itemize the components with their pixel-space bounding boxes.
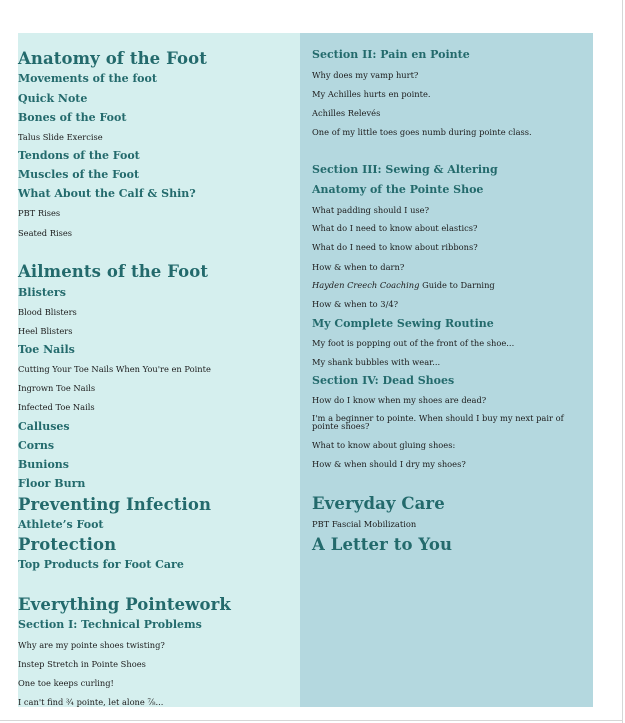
toc-entry[interactable]: PBT Rises	[18, 208, 61, 218]
toc-heading[interactable]: A Letter to You	[312, 535, 453, 554]
toc-entry[interactable]: My Achilles hurts en pointe.	[312, 89, 431, 99]
toc-entry[interactable]: What to know about gluing shoes:	[312, 440, 456, 450]
toc-subheading[interactable]: Blisters	[18, 286, 66, 299]
page-edge-right	[622, 0, 623, 723]
page-edge-bottom	[0, 720, 623, 721]
toc-subheading[interactable]: Calluses	[18, 420, 70, 433]
toc-entry[interactable]: What padding should I use?	[312, 205, 430, 215]
toc-subheading[interactable]: Section I: Technical Problems	[18, 618, 202, 631]
toc-subheading[interactable]: Quick Note	[18, 92, 88, 105]
toc-entry[interactable]: Why are my pointe shoes twisting?	[18, 640, 165, 650]
toc-entry[interactable]: One toe keeps curling!	[18, 678, 114, 688]
toc-entry[interactable]: How do I know when my shoes are dead?	[312, 395, 487, 405]
toc-subheading[interactable]: Tendons of the Foot	[18, 149, 140, 162]
toc-subheading[interactable]: Athlete’s Foot	[18, 518, 104, 531]
left-toc-column	[18, 33, 300, 707]
coaching-name: Hayden Creech Coaching	[312, 280, 420, 290]
toc-subheading[interactable]: Floor Burn	[18, 477, 86, 490]
toc-entry[interactable]: I can't find ¾ pointe, let alone ⅞...	[18, 697, 164, 707]
toc-entry[interactable]: Seated Rises	[18, 228, 73, 238]
toc-entry[interactable]: Infected Toe Nails	[18, 402, 95, 412]
right-toc-column	[300, 33, 593, 707]
toc-heading[interactable]: Everything Pointework	[18, 595, 231, 614]
toc-subheading[interactable]: Toe Nails	[18, 343, 75, 356]
toc-heading[interactable]: Anatomy of the Foot	[18, 49, 207, 68]
toc-entry[interactable]: Ingrown Toe Nails	[18, 383, 96, 393]
toc-entry-rest: Guide to Darning	[419, 280, 495, 290]
toc-entry[interactable]: PBT Fascial Mobilization	[312, 519, 417, 529]
toc-heading[interactable]: Ailments of the Foot	[18, 262, 209, 281]
toc-subheading[interactable]: Section III: Sewing & Altering	[312, 163, 498, 176]
toc-entry[interactable]: My foot is popping out of the front of the shoe...	[312, 338, 515, 348]
toc-subheading[interactable]: Muscles of the Foot	[18, 168, 140, 181]
toc-entry[interactable]: Heel Blisters	[18, 326, 73, 336]
toc-entry[interactable]: Blood Blisters	[18, 307, 77, 317]
toc-entry[interactable]: My shank bubbles with wear...	[312, 357, 441, 367]
toc-heading[interactable]: Protection	[18, 535, 117, 554]
toc-subheading[interactable]: Section II: Pain en Pointe	[312, 48, 470, 61]
toc-entry[interactable]: I'm a beginner to pointe. When should I buy my next pair of pointe shoes?	[312, 413, 564, 431]
toc-subheading[interactable]: Movements of the foot	[18, 72, 157, 85]
toc-heading[interactable]: Everyday Care	[312, 494, 445, 513]
toc-entry-darning-guide[interactable]	[312, 280, 495, 290]
toc-subheading[interactable]: My Complete Sewing Routine	[312, 317, 494, 330]
toc-entry[interactable]: One of my little toes goes numb during pointe class.	[312, 127, 532, 137]
toc-subheading[interactable]: Section IV: Dead Shoes	[312, 374, 455, 387]
toc-entry[interactable]: What do I need to know about ribbons?	[312, 242, 478, 252]
toc-entry[interactable]: Achilles Relevés	[312, 108, 381, 118]
toc-entry[interactable]: How & when should I dry my shoes?	[312, 459, 466, 469]
toc-entry[interactable]: Instep Stretch in Pointe Shoes	[18, 659, 146, 669]
toc-entry[interactable]: How & when to darn?	[312, 262, 405, 272]
toc-subheading[interactable]: Top Products for Foot Care	[18, 558, 184, 571]
toc-subheading[interactable]: Bones of the Foot	[18, 111, 127, 124]
toc-entry[interactable]: Why does my vamp hurt?	[312, 70, 419, 80]
toc-subheading[interactable]: What About the Calf & Shin?	[18, 187, 196, 200]
toc-entry[interactable]: Talus Slide Exercise	[18, 132, 103, 142]
toc-entry[interactable]: What do I need to know about elastics?	[312, 223, 478, 233]
toc-entry[interactable]: Cutting Your Toe Nails When You're en Pointe	[18, 364, 211, 374]
toc-heading[interactable]: Preventing Infection	[18, 495, 212, 514]
toc-subheading[interactable]: Corns	[18, 439, 55, 452]
toc-subheading[interactable]: Anatomy of the Pointe Shoe	[312, 183, 484, 196]
toc-entry[interactable]: How & when to 3/4?	[312, 299, 399, 309]
toc-subheading[interactable]: Bunions	[18, 458, 69, 471]
